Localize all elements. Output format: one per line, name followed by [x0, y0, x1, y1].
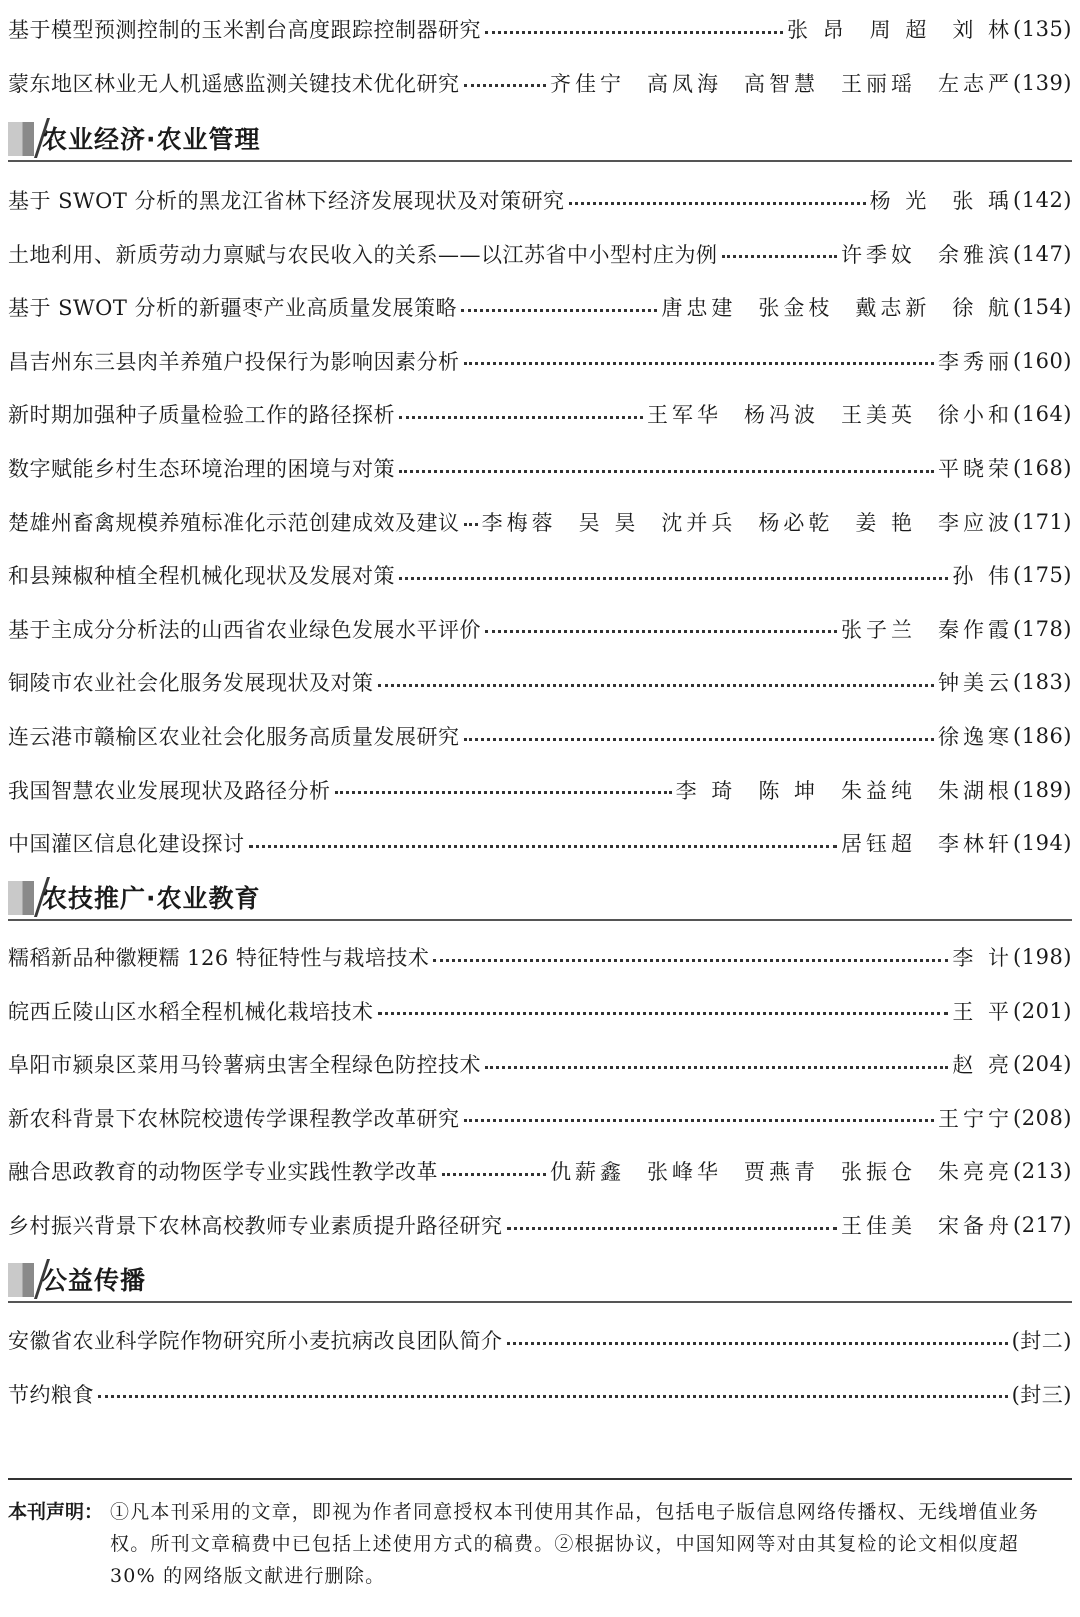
- author-name: 齐佳宁: [550, 71, 626, 96]
- entry-title: 新农科背景下农林院校遗传学课程教学改革研究: [8, 1106, 460, 1131]
- dot-leader: [249, 845, 838, 848]
- dot-leader: [98, 1395, 1008, 1398]
- section-marker-icon: [8, 1263, 34, 1297]
- page-number: (175): [1013, 563, 1072, 588]
- section-divider: [8, 919, 1072, 921]
- toc-entry[interactable]: [8, 555, 1072, 595]
- dot-leader: [485, 1066, 948, 1069]
- dot-leader: [485, 31, 783, 34]
- author-name: 唐忠建: [661, 296, 737, 321]
- toc-entry[interactable]: [8, 1098, 1072, 1138]
- notice-text: ①凡本刊采用的文章，即视为作者同意授权本刊使用其作品，包括电子版信息网络传播权、无线增值业务权。所刊文章稿费中已包括上述使用方式的稿费。②根据协议，中国知网等对由其复检的论文相似度超 30% 的网络版文献进行删除。: [110, 1501, 1040, 1587]
- dot-leader: [464, 1119, 935, 1122]
- author-name: 居钰超: [841, 832, 917, 857]
- entry-authors: [841, 828, 1013, 858]
- author-name: 刘 林: [952, 18, 1014, 42]
- section-divider: [8, 160, 1072, 162]
- toc-entry[interactable]: [8, 937, 1072, 977]
- author-name: 张子兰: [841, 617, 917, 642]
- section-header: [8, 118, 1072, 162]
- author-name: 朱益纯: [841, 778, 917, 803]
- entry-authors: [952, 942, 1013, 972]
- dot-leader: [569, 202, 866, 205]
- entry-authors: [841, 1210, 1013, 1240]
- entry-title: 融合思政教育的动物医学专业实践性教学改革: [8, 1160, 438, 1185]
- author-name: 李 琦: [675, 778, 737, 803]
- toc-entry[interactable]: [8, 770, 1072, 810]
- page-number: (201): [1013, 998, 1072, 1023]
- entry-authors: [676, 775, 1013, 805]
- entry-title: 数字赋能乡村生态环境治理的困境与对策: [8, 457, 395, 481]
- page-number: (164): [1013, 402, 1072, 427]
- entry-title: 节约粮食: [8, 1382, 94, 1407]
- section-title: 农业经济·农业管理: [42, 125, 261, 154]
- author-name: 张 昂: [786, 18, 848, 42]
- section-title: 农技推广·农业教育: [42, 884, 261, 913]
- dot-leader: [399, 577, 948, 580]
- toc-entry[interactable]: [8, 341, 1072, 381]
- dot-leader: [442, 1173, 546, 1176]
- toc-entry[interactable]: [8, 1374, 1072, 1414]
- entry-title: 基于 SWOT 分析的新疆枣产业高质量发展策略: [8, 296, 458, 321]
- author-name: 王佳美: [841, 1214, 917, 1238]
- dot-leader: [507, 1342, 1008, 1345]
- entry-authors: [938, 721, 1013, 751]
- dot-leader: [433, 959, 948, 962]
- dot-leader: [378, 1012, 949, 1015]
- page-number: (204): [1013, 1052, 1072, 1077]
- toc-entry[interactable]: [8, 716, 1072, 756]
- section-marker-icon: [8, 881, 34, 915]
- entry-authors: [938, 453, 1013, 483]
- entry-authors: [787, 14, 1013, 44]
- toc-entry[interactable]: [8, 448, 1072, 488]
- toc-entry[interactable]: [8, 180, 1072, 220]
- author-name: 平晓荣: [938, 457, 1014, 481]
- page-number: (186): [1013, 724, 1072, 748]
- toc-entry[interactable]: [8, 502, 1072, 542]
- entry-title: 和县辣椒种植全程机械化现状及发展对策: [8, 564, 395, 589]
- entry-title: 糯稻新品种徽粳糯 126 特征特性与栽培技术: [8, 946, 430, 970]
- dot-leader: [461, 309, 657, 312]
- entry-authors: [550, 1156, 1013, 1186]
- author-name: 仇薪鑫: [550, 1160, 626, 1185]
- entry-authors: [952, 1049, 1013, 1079]
- entry-title: 基于模型预测控制的玉米割台高度跟踪控制器研究: [8, 18, 481, 42]
- author-name: 杨 光: [869, 189, 931, 213]
- dot-leader: [399, 470, 934, 473]
- entry-authors: [647, 399, 1013, 429]
- dot-leader: [464, 738, 935, 741]
- section-title: 公益传播: [42, 1266, 147, 1295]
- author-name: 杨必乾: [758, 510, 834, 535]
- entry-title: 昌吉州东三县肉羊养殖户投保行为影响因素分析: [8, 349, 460, 374]
- toc-entry[interactable]: [8, 9, 1072, 49]
- dot-leader: [507, 1227, 838, 1230]
- toc-entry[interactable]: [8, 234, 1072, 274]
- entry-title: 中国灌区信息化建设探讨: [8, 832, 245, 857]
- author-name: 徐 航: [952, 296, 1014, 321]
- author-name: 李林轩: [938, 832, 1014, 857]
- author-name: 张振仓: [841, 1160, 917, 1185]
- page-number: (147): [1013, 241, 1072, 266]
- entry-authors: [952, 560, 1013, 590]
- author-name: 李应波: [938, 510, 1014, 535]
- author-name: 李 计: [952, 946, 1014, 970]
- author-name: 王美英: [841, 403, 917, 428]
- author-name: 杨冯波: [744, 403, 820, 428]
- dot-leader: [399, 416, 643, 419]
- dot-leader: [335, 791, 672, 794]
- toc-entry[interactable]: [8, 609, 1072, 649]
- entry-authors: [938, 346, 1013, 376]
- toc-entry[interactable]: [8, 991, 1072, 1031]
- author-name: 许季妏: [841, 242, 917, 267]
- author-name: 王宁宁: [938, 1106, 1014, 1131]
- toc-entry[interactable]: [8, 394, 1072, 434]
- entry-title: 连云港市赣榆区农业社会化服务高质量发展研究: [8, 725, 460, 749]
- toc-entry[interactable]: [8, 662, 1072, 702]
- footer-divider: [8, 1478, 1072, 1480]
- toc-entry[interactable]: [8, 1205, 1072, 1245]
- author-name: 徐小和: [938, 403, 1014, 428]
- journal-notice: [8, 1496, 1072, 1592]
- author-name: 朱亮亮: [938, 1160, 1014, 1185]
- page-number: (142): [1013, 188, 1072, 212]
- toc-entry[interactable]: [8, 287, 1072, 327]
- entry-title: 阜阳市颍泉区菜用马铃薯病虫害全程绿色防控技术: [8, 1053, 481, 1078]
- section-divider: [8, 1301, 1072, 1303]
- author-name: 孙 伟: [952, 564, 1014, 589]
- page-number: (封三): [1011, 1382, 1072, 1407]
- author-name: 高凤海: [647, 71, 723, 96]
- entry-title: 安徽省农业科学院作物研究所小麦抗病改良团队简介: [8, 1329, 503, 1353]
- author-name: 徐逸寒: [938, 725, 1014, 749]
- page-number: (213): [1013, 1159, 1072, 1184]
- entry-authors: [841, 614, 1013, 644]
- page-number: (168): [1013, 456, 1072, 480]
- author-name: 张 瑀: [952, 189, 1014, 213]
- author-name: 王丽瑶: [841, 71, 917, 96]
- entry-authors: [661, 292, 1013, 322]
- entry-title: 新时期加强种子质量检验工作的路径探析: [8, 403, 395, 428]
- page-number: (154): [1013, 295, 1072, 320]
- author-name: 王军华: [647, 403, 723, 428]
- author-name: 王 平: [952, 999, 1014, 1024]
- entry-title: 基于 SWOT 分析的黑龙江省林下经济发展现状及对策研究: [8, 189, 565, 213]
- section-header: [8, 877, 1072, 921]
- entry-authors: [938, 667, 1013, 697]
- page-number: (217): [1013, 1213, 1072, 1237]
- author-name: 沈并兵: [661, 510, 737, 535]
- entry-title: 楚雄州畜禽规模养殖标准化示范创建成效及建议: [8, 510, 460, 535]
- dot-leader: [464, 362, 935, 365]
- toc-entry[interactable]: [8, 1320, 1072, 1360]
- entry-title: 乡村振兴背景下农林高校教师专业素质提升路径研究: [8, 1214, 503, 1238]
- toc-entry[interactable]: [8, 63, 1072, 103]
- notice-label: 本刊声明：: [8, 1501, 104, 1523]
- author-name: 左志严: [938, 71, 1014, 96]
- entry-title: 基于主成分分析法的山西省农业绿色发展水平评价: [8, 617, 481, 642]
- author-name: 贾燕青: [744, 1160, 820, 1185]
- toc-entry[interactable]: [8, 1044, 1072, 1084]
- page-number: (178): [1013, 616, 1072, 641]
- dot-leader: [485, 630, 837, 633]
- author-name: 吴 昊: [578, 510, 640, 535]
- entry-authors: [938, 1103, 1013, 1133]
- entry-title: 我国智慧农业发展现状及路径分析: [8, 778, 331, 803]
- author-name: 高智慧: [744, 71, 820, 96]
- page-number: (171): [1013, 509, 1072, 534]
- entry-authors: [550, 68, 1013, 98]
- author-name: 李秀丽: [938, 349, 1014, 374]
- page-number: (208): [1013, 1105, 1072, 1130]
- entry-authors: [870, 185, 1013, 215]
- page-number: (139): [1013, 70, 1072, 95]
- author-name: 张金枝: [758, 296, 834, 321]
- dot-leader: [464, 84, 547, 87]
- author-name: 张峰华: [647, 1160, 723, 1185]
- section-marker-icon: [8, 122, 34, 156]
- page-number: (160): [1013, 348, 1072, 373]
- author-name: 余雅滨: [938, 242, 1014, 267]
- author-name: 陈 坤: [758, 778, 820, 803]
- toc-entry[interactable]: [8, 1151, 1072, 1191]
- entry-authors: [952, 996, 1013, 1026]
- author-name: 朱湖根: [938, 778, 1014, 803]
- page-number: (135): [1013, 17, 1072, 41]
- author-name: 秦作霞: [938, 617, 1014, 642]
- dot-leader: [378, 684, 935, 687]
- page-number: (183): [1013, 670, 1072, 695]
- dot-leader: [464, 523, 478, 526]
- author-name: 赵 亮: [952, 1053, 1014, 1078]
- author-name: 戴志新: [855, 296, 931, 321]
- entry-title: 蒙东地区林业无人机遥感监测关键技术优化研究: [8, 71, 460, 96]
- author-name: 姜 艳: [855, 510, 917, 535]
- toc-entry[interactable]: [8, 823, 1072, 863]
- page-number: (198): [1013, 945, 1072, 969]
- entry-title: 铜陵市农业社会化服务发展现状及对策: [8, 671, 374, 696]
- author-name: 周 超: [869, 18, 931, 42]
- section-header: [8, 1259, 1072, 1303]
- author-name: 宋备舟: [938, 1214, 1014, 1238]
- page-number: (189): [1013, 777, 1072, 802]
- entry-authors: [482, 507, 1013, 537]
- entry-title: 土地利用、新质劳动力禀赋与农民收入的关系——以江苏省中小型村庄为例: [8, 242, 718, 267]
- entry-title: 皖西丘陵山区水稻全程机械化栽培技术: [8, 999, 374, 1024]
- dot-leader: [722, 255, 838, 258]
- author-name: 钟美云: [938, 671, 1014, 696]
- entry-authors: [841, 239, 1013, 269]
- page-number: (封二): [1011, 1329, 1072, 1353]
- author-name: 李梅蓉: [481, 510, 557, 535]
- page-number: (194): [1013, 831, 1072, 856]
